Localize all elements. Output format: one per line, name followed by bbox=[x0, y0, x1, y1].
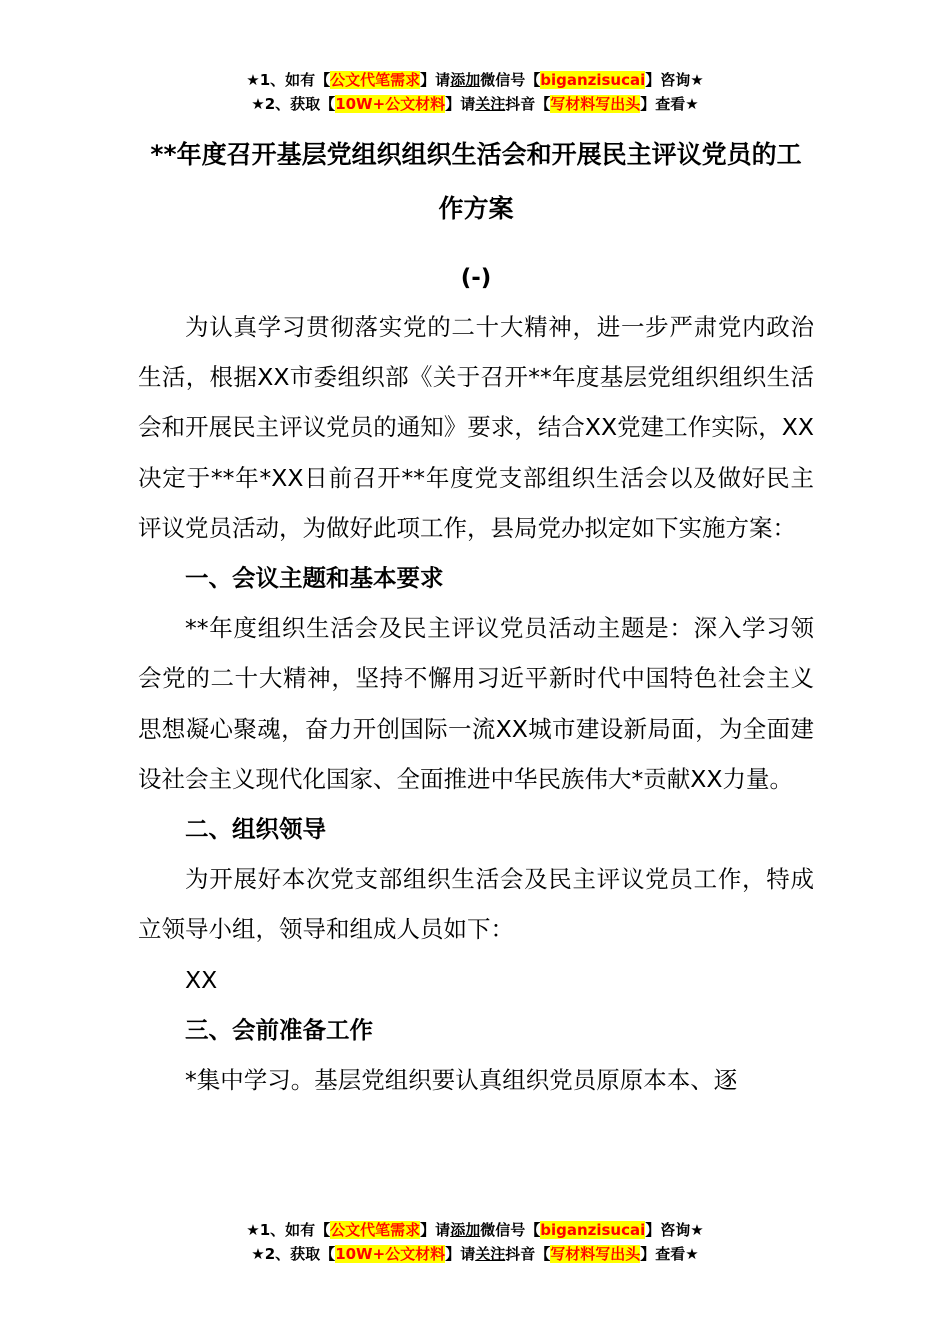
promo-highlight: 写材料写出头 bbox=[550, 1245, 641, 1263]
paragraph-members: XX bbox=[185, 965, 218, 994]
paragraph-study: *集中学习。基层党组织要认真组织党员原原本本、逐 bbox=[185, 1066, 738, 1095]
bottom-promo-banner bbox=[0, 1218, 950, 1266]
promo-text: 】查看★ bbox=[640, 1245, 699, 1263]
promo-line-2 bbox=[0, 92, 950, 116]
promo-text: 】请 bbox=[445, 1245, 476, 1263]
promo-text: ★1、如有【 bbox=[246, 1221, 331, 1239]
paragraph-theme: **年度组织生活会及民主评议党员活动主题是：深入学习领会党的二十大精神，坚持不懈用习近平新时代中国特色社会主义思想凝心聚魂，奋力开创国际一流XX城市建设新局面，为全面建设社会主义现代化国家、全面推进中华民族伟大*贡献XX力量。 bbox=[138, 614, 814, 793]
paragraph-leadership: 为开展好本次党支部组织生活会及民主评议党员工作，特成立领导小组，领导和组成人员如下： bbox=[138, 865, 814, 944]
promo-text: 】请 bbox=[445, 95, 476, 113]
promo-text: 微信号【 bbox=[480, 71, 541, 89]
promo-highlight: 写材料写出头 bbox=[550, 95, 641, 113]
document-body bbox=[138, 302, 814, 1105]
promo-line-1 bbox=[0, 68, 950, 92]
promo-text: 】请 bbox=[420, 1221, 451, 1239]
promo-highlight: 公文代笔需求 bbox=[330, 1221, 421, 1239]
promo-text: 抖音【 bbox=[505, 95, 551, 113]
promo-text: ★1、如有【 bbox=[246, 71, 331, 89]
promo-highlight: 10W+公文材料 bbox=[335, 1245, 446, 1263]
promo-underlined-text: 添加 bbox=[450, 1221, 481, 1239]
promo-highlight: biganzisucai bbox=[540, 1221, 646, 1239]
promo-text: 】咨询★ bbox=[645, 71, 704, 89]
promo-text: ★2、获取【 bbox=[251, 1245, 336, 1263]
promo-text: 】查看★ bbox=[640, 95, 699, 113]
promo-line-1 bbox=[0, 1218, 950, 1242]
promo-highlight: 公文代笔需求 bbox=[330, 71, 421, 89]
section-heading-3: 三、会前准备工作 bbox=[185, 1015, 373, 1044]
promo-underlined-text: 关注 bbox=[475, 95, 506, 113]
promo-highlight: biganzisucai bbox=[540, 71, 646, 89]
promo-line-2 bbox=[0, 1242, 950, 1266]
promo-underlined-text: 关注 bbox=[475, 1245, 506, 1263]
promo-text: 微信号【 bbox=[480, 1221, 541, 1239]
section-heading-2: 二、组织领导 bbox=[185, 815, 326, 844]
document-title: **年度召开基层党组织组织生活会和开展民主评议党员的工作方案 bbox=[150, 140, 802, 223]
promo-text: 】咨询★ bbox=[645, 1221, 704, 1239]
promo-text: 】请 bbox=[420, 71, 451, 89]
paragraph-intro: 为认真学习贯彻落实党的二十大精神，进一步严肃党内政治生活，根据XX市委组织部《关于召开**年度基层党组织组织生活会和开展民主评议党员的通知》要求，结合XX党建工作实际，XX决定于**年*XX日前召开**年度党支部组织生活会以及做好民主评议党员活动，为做好此项工作，县局党办拟定如下实施方案： bbox=[138, 313, 814, 542]
promo-underlined-text: 添加 bbox=[450, 71, 481, 89]
section-heading-1: 一、会议主题和基本要求 bbox=[185, 564, 444, 593]
promo-text: 抖音【 bbox=[505, 1245, 551, 1263]
promo-text: ★2、获取【 bbox=[251, 95, 336, 113]
promo-highlight: 10W+公文材料 bbox=[335, 95, 446, 113]
top-promo-banner bbox=[0, 68, 950, 116]
document-subtitle: (-) bbox=[460, 265, 492, 291]
